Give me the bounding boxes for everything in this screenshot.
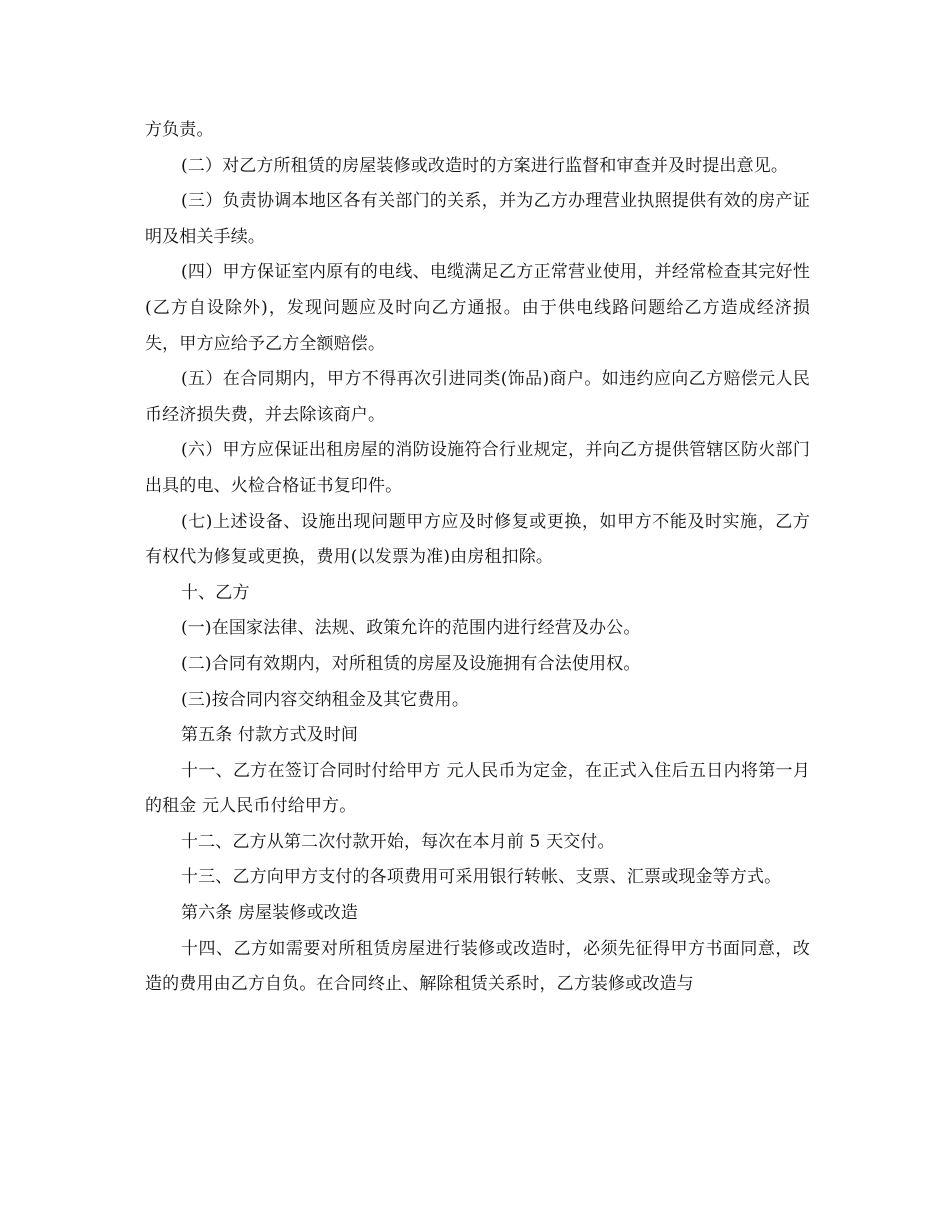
section-heading-party-b: 十、乙方 <box>181 582 250 603</box>
paragraph-clause-5: (五）在合同期内，甲方不得再次引进同类(饰品)商户。如违约应向乙方赔偿元人民币经济损失费，并去除该商户。 <box>145 369 810 425</box>
paragraph-party-b-1: (一)在国家法律、法规、政策允许的范围内进行经营及办公。 <box>181 618 641 639</box>
paragraph-item-13: 十三、乙方向甲方支付的各项费用可采用银行转帐、支票、汇票或现金等方式。 <box>181 867 782 888</box>
article-heading-6: 第六条 房屋装修或改造 <box>181 903 359 924</box>
paragraph-clause-7: (七)上述设备、设施出现问题甲方应及时修复或更换，如甲方不能及时实施，乙方有权代为修复或更换，费用(以发票为准)由房租扣除。 <box>145 511 810 568</box>
paragraph-item-14: 十四、乙方如需要对所租赁房屋进行装修或改造时，必须先征得甲方书面同意，改造的费用由乙方自负。在合同终止、解除租赁关系时，乙方装修或改造与 <box>145 938 810 995</box>
paragraph-continuation: 方负责。 <box>145 120 214 140</box>
paragraph-party-b-3: (三)按合同内容交纳租金及其它费用。 <box>181 689 469 710</box>
paragraph-clause-2: (二）对乙方所租赁的房屋装修或改造时的方案进行监督和审查并及时提出意见。 <box>181 155 789 176</box>
paragraph-item-12: 十二、乙方从第二次付款开始，每次在本月前 5 天交付。 <box>181 831 615 852</box>
article-heading-5: 第五条 付款方式及时间 <box>181 725 359 746</box>
document-page <box>145 113 810 1003</box>
paragraph-party-b-2: (二)合同有效期内，对所租赁的房屋及设施拥有合法使用权。 <box>181 653 641 674</box>
paragraph-item-11: 十一、乙方在签订合同时付给甲方 元人民币为定金，在正式入住后五日内将第一月的租金 元人民币付给甲方。 <box>145 760 810 817</box>
paragraph-clause-4: (四）甲方保证室内原有的电线、电缆满足乙方正常营业使用，并经常检查其完好性(乙方自设除外)，发现问题应及时向乙方通报。由于供电线路问题给乙方造成经济损失，甲方应给予乙方全额赔偿。 <box>145 262 810 354</box>
paragraph-clause-3: (三）负责协调本地区各有关部门的关系，并为乙方办理营业执照提供有效的房产证明及相关手续。 <box>145 191 810 247</box>
paragraph-clause-6: (六）甲方应保证出租房屋的消防设施符合行业规定，并向乙方提供管辖区防火部门出具的电、火检合格证书复印件。 <box>145 440 810 496</box>
